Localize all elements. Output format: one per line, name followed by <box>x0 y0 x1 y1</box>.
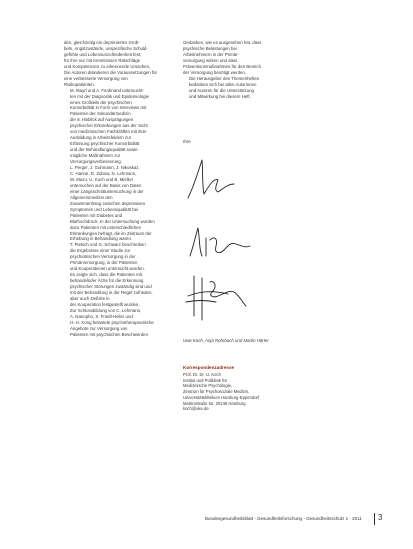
text-line: Allgemeinmedizin den <box>70 194 113 200</box>
text-line: koch@uke.de <box>183 406 209 412</box>
text-line: dazu Patienten mit unterschiedlichen <box>70 224 141 230</box>
page-number: 3 <box>378 513 383 522</box>
text-line: untersuchen auf der Basis von Daten <box>70 182 142 188</box>
text-line: Institut und Poliklinik für <box>183 377 227 383</box>
text-line: die Ergebnisse einer Studie zur <box>70 248 131 254</box>
paragraph <box>64 308 180 338</box>
paragraph <box>64 40 180 88</box>
text-line: Zur Schlussbildung von C. Lehmann, <box>70 307 142 313</box>
signature-1 <box>188 160 234 198</box>
text-line: Martinistraße 52, 20246 Hamburg <box>183 400 246 406</box>
text-line: eine verbesserte Versorgung von <box>64 75 128 81</box>
text-line: W. Mazu, U. Koch und B. Mießer <box>70 176 134 182</box>
text-line: psychiatrischen Versorgung in der <box>70 254 136 260</box>
text-line: und Mitwirkung bei diesem Heft. <box>189 93 251 99</box>
text-line: ten mit der Diagnostik und Epidemiologie <box>70 93 149 99</box>
text-line: Angebote zur Versorgung von <box>70 325 128 331</box>
text-line: Symptomen und Lebensqualität bei <box>70 206 139 212</box>
signature-3 <box>186 276 246 320</box>
text-line: psychische Belastungen bei <box>183 45 237 51</box>
text-line: aber auch Defizite in <box>70 295 110 301</box>
text-line: und Autoren für die Unterstützung <box>189 87 254 93</box>
text-line: Risikopatienten. <box>64 81 95 87</box>
signature-salutation: Ihre <box>183 139 191 144</box>
text-line: der Kooperation festgestellt wurden. <box>70 301 140 307</box>
text-line: Ausbildung in Arbeitsfeldern zur <box>70 135 132 141</box>
text-line: einer Längsschnittuntersuchung in der <box>70 188 144 194</box>
text-line: Prof. Dr. Dr. U. Koch <box>183 372 221 377</box>
text-line: Universitätsklinikum Hamburg-Eppendorf <box>183 394 260 400</box>
text-line: Patienten mit psychischen Beschwerden <box>70 331 148 337</box>
text-line: mögliche Maßnahmen zur <box>70 153 121 159</box>
paragraph <box>64 165 180 242</box>
text-line: und Kompetenzen zu erkennende Ursachen, <box>64 63 151 69</box>
text-line: Medizinische Psychologie, <box>183 383 233 389</box>
text-line: die in Hinblick auf Ausprägungen <box>70 117 134 123</box>
text-line: eines Großteils der psychischen <box>70 99 132 105</box>
text-line: und Kooperationen untersucht wurden. <box>70 266 145 272</box>
signature-2 <box>190 228 250 256</box>
correspondence-heading: Korrespondenzadresse <box>183 365 235 370</box>
text-line: Primärversorgung, in der Patienten <box>70 260 138 266</box>
left-column <box>64 40 180 338</box>
text-line: versorgung wirken und dass <box>183 57 238 63</box>
text-line: behandelnder Ärzte für die Erkennung <box>70 278 144 284</box>
text-line: von medizinischen Fachkräften mit ihrer <box>70 129 147 135</box>
text-line: A. Nanopho, S. Friedl-Heller und <box>70 313 133 319</box>
text-line: Bluthochdruck. In der Untersuchung wurden <box>70 218 155 224</box>
text-line: für ihre nur mit Kenntnissen Ratschläge <box>64 57 141 63</box>
text-line: Versorgungsverbesserung. <box>70 159 122 165</box>
correspondence-address <box>183 372 301 412</box>
text-line: Komorbidität in Form von Interviews mit <box>70 105 147 111</box>
text-line: H.-H. Kong belastete psychotherapeutische <box>70 319 154 325</box>
text-line: Patienten der Sekundärmedizin <box>70 111 131 117</box>
text-line: Erfassung psychischer Komorbidität <box>70 141 140 147</box>
text-line: den, gleichzeitig ein deprimiertes Grüb- <box>64 40 140 45</box>
footer-divider <box>374 513 375 525</box>
text-line: Präventionsmaßnahmen für den Bereich <box>183 63 261 69</box>
text-line: Gedanken, wie es ausgesehen hat, dass <box>183 40 262 45</box>
text-line: Es zeigte sich, dass die Patienten mit <box>70 272 142 278</box>
text-line: Die Herausgeber des Themenheftes <box>189 75 259 81</box>
text-line: psychischer Erkrankungen aus der Sicht <box>70 123 148 129</box>
text-line: Erhebung in Behandlung waren. <box>70 236 133 242</box>
right-column <box>183 40 299 100</box>
text-line: Arbeitnehmern in der Primär- <box>183 51 240 57</box>
text-line: Patienten mit Diabetes und <box>70 212 123 218</box>
signatures-image <box>184 150 294 332</box>
paragraph <box>183 76 299 100</box>
footer-journal-title: Bundesgesundheitsblatt - Gesundheitsforschung - Gesundheitsschutz 1 · 2011 <box>205 516 362 521</box>
text-line: bedanken sich bei allen Autorinnen <box>189 81 257 87</box>
text-line: Die Autoren diskutieren die Voraussetzungen für <box>64 69 157 75</box>
text-line: mit der Behandlung in der Regel zufrieden, <box>70 290 153 296</box>
text-line: und der Behandlungsqualität sowie <box>70 147 138 153</box>
text-line: Zentrum für Psychosoziale Medizin, <box>183 389 250 395</box>
text-line: psychischer Störungen zuständig sind und <box>70 284 152 290</box>
paragraph <box>64 88 180 165</box>
paragraph <box>64 242 180 307</box>
text-line: der Versorgung benötigt werden. <box>183 69 247 75</box>
text-line: M. Mayrl und A. Ferdinand untersucht- <box>70 87 144 93</box>
text-line: L. Perger, J. Guhmann, J. Nikoskaz, <box>70 165 140 171</box>
text-line: T. Pietsch und G. Schwarz beschreiben <box>70 242 146 248</box>
text-line: beln, Angstzustände, unspezifische Schuld- <box>64 45 148 51</box>
text-line: Zusammenhang zwischen depressiven <box>70 200 146 206</box>
paragraph <box>183 40 299 76</box>
text-line: gefühle und Lebensunzufriedenheit fest; <box>64 51 142 57</box>
text-line: Erkrankungen befragt, die im Zeitraum der <box>70 230 152 236</box>
text-line: C. Hanne, D. Zubow, N. Lehmann, <box>70 170 137 176</box>
signatory-names: Uwe Koch, Anja Rohrbach und Martin Härter <box>183 338 269 343</box>
